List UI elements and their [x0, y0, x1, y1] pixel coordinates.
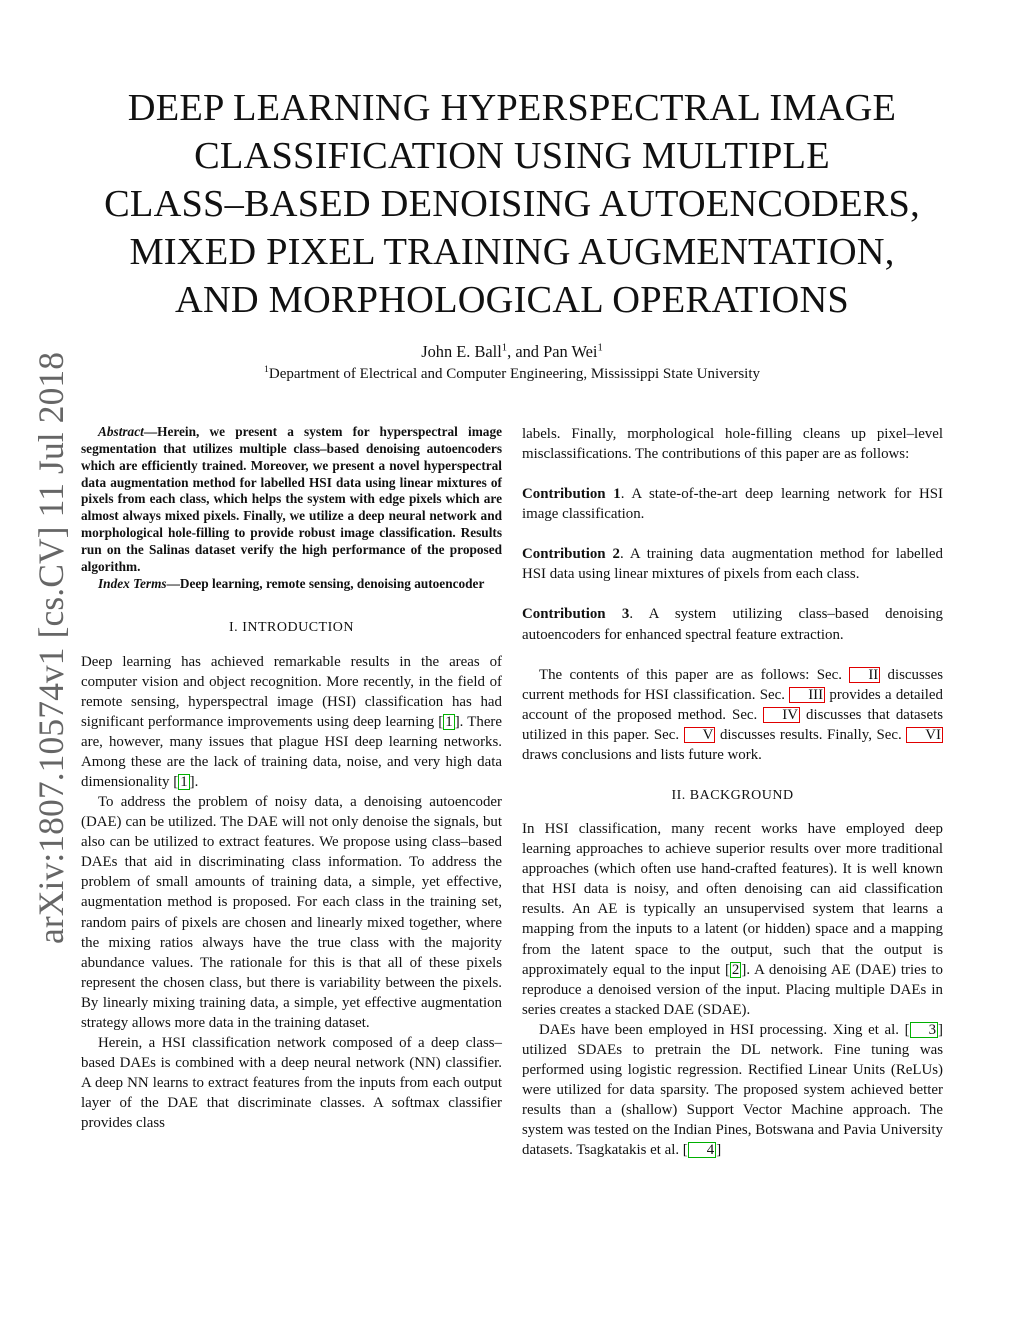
intro-paragraph-continued: labels. Finally, morphological hole-filling cleans up pixel–level misclassifications. The contributions of this paper are as follows: — [522, 426, 943, 463]
paragraph-text: The contents of this paper are as follows: Sec. — [539, 666, 850, 683]
background-paragraph — [522, 1020, 943, 1161]
arxiv-identifier: arXiv:1807.10574v1 [cs.CV] 11 Jul 2018 — [31, 351, 71, 944]
intro-paragraph — [81, 652, 502, 793]
contribution-label: Contribution 1 — [522, 486, 621, 503]
contribution-text: . A training data augmentation method for labelled HSI data using linear mixtures of pixels from each class. — [522, 546, 943, 583]
section-number: I. — [229, 620, 243, 636]
paragraph-text: discusses that datasets utilized in this paper. Sec. — [522, 706, 944, 743]
title-line: CLASSIFICATION USING MULTIPLE — [194, 135, 830, 177]
section-rest: NTRODUCTION — [247, 620, 354, 636]
paragraph-text: DAEs have been employed in HSI processing. Xing et al. [ — [539, 1021, 910, 1038]
index-terms-text: Deep learning, remote sensing, denoising autoencoder — [179, 575, 485, 591]
affiliation-mark: 1 — [263, 364, 269, 376]
paragraph-text: Deep learning has achieved remarkable results in the areas of computer vision and object recognition. More recently, in the field of remote sensing, hyperspectral image (HSI) classification has had significant performance improvements using deep learning [ — [81, 653, 502, 730]
paragraph-text: ] — [716, 1142, 722, 1159]
section-initial: I — [242, 620, 248, 636]
affiliation-text: Department of Electrical and Computer Engineering, Mississippi State University — [268, 366, 760, 382]
abstract-text: Herein, we present a system for hyperspectral image segmentation that utilizes multiple class–based denoising autoencoders which are efficiently trained. Moreover, we present a novel hyperspectral data augmentation method for labelled HSI data using linear mixtures of pixels from each class, which helps the system with edge pixels which are almost always mixed pixels. Finally, we utilize a deep neural network and morphological hole-filling to provide robust image classification. Results run on the Salinas dataset verify the high performance of the proposed algorithm. — [81, 424, 502, 574]
author-name: John E. Ball — [421, 342, 502, 361]
index-terms-dash: — — [166, 575, 180, 591]
section-heading-background — [522, 786, 943, 806]
contribution-text: . A system utilizing class–based denoising autoencoders for enhanced spectral feature extraction. — [522, 606, 943, 643]
contribution-label: Contribution 2 — [522, 546, 620, 563]
citation-link[interactable]: 4 — [688, 1142, 716, 1158]
section-initial: B — [689, 788, 700, 804]
contribution-item — [522, 484, 943, 524]
contribution-item — [522, 544, 943, 584]
citation-link[interactable]: 2 — [731, 961, 740, 978]
author-list — [0, 341, 1024, 363]
author-separator: , and — [507, 342, 544, 361]
right-column — [522, 424, 943, 1160]
contribution-item — [522, 604, 943, 644]
paragraph-text: In HSI classification, many recent works have employed deep learning approaches to achieve superior results over more traditional approaches (which often use hand-crafted features). It is well known that HSI data is noisy, and often denoising can aid classification results. An AE is typically an unsupervised system that learns a mapping from the inputs to a latent (or hidden) space and a mapping from the latent space to the output, such that the output is approximately equal to the input [ — [522, 821, 943, 978]
affiliation-mark: 1 — [597, 342, 603, 354]
paragraph-text: ]. There are, however, many issues that plague HSI deep learning networks. Among these are the lack of training data, noise, and very high data dimensionality [ — [81, 713, 502, 790]
title-line: AND MORPHOLOGICAL OPERATIONS — [175, 279, 849, 321]
title-line: CLASS–BASED DENOISING AUTOENCODERS, — [104, 183, 920, 225]
title-line: DEEP LEARNING HYPERSPECTRAL IMAGE — [127, 87, 897, 129]
section-number: II. — [671, 788, 690, 804]
abstract — [81, 424, 502, 576]
section-heading-introduction — [81, 618, 502, 638]
outline-paragraph — [522, 665, 943, 765]
index-terms — [81, 576, 502, 593]
paragraph-text: ] utilized SDAEs to pretrain the DL network. Fine tuning was performed using logistic regression. Rectified Linear Units (ReLUs) were utilized for data sparsity. The proposed system achieved better results than a (shallow) Support Vector Machine approach. The system was tested on the Indian Pines, Botswana and Pavia University datasets. Tsagkatakis et al. [ — [522, 1021, 943, 1159]
citation-link[interactable]: 3 — [910, 1022, 938, 1038]
affiliation — [0, 364, 1024, 384]
title-line: MIXED PIXEL TRAINING AUGMENTATION, — [129, 231, 895, 273]
paragraph-text: ]. A denoising AE (DAE) tries to reproduce a denoised version of the input. Placing multiple DAEs in series creates a stacked DAE (SDAE). — [522, 961, 943, 1018]
paragraph-text: ]. — [189, 773, 199, 790]
section-link[interactable]: VI — [906, 727, 943, 743]
intro-paragraph: Herein, a HSI classification network composed of a deep class–based DAEs is combined with a deep neural network (NN) classifier. A deep NN learns to extract features from the inputs from each output layer of the DAE that discriminate classes. A softmax classifier provides class — [81, 1035, 502, 1132]
paragraph-text: discusses results. Finally, Sec. — [715, 726, 907, 743]
background-paragraph — [522, 819, 943, 1020]
abstract-dash: — — [143, 424, 158, 439]
citation-link[interactable]: 1 — [445, 713, 453, 730]
paper-title — [70, 84, 954, 324]
left-column — [81, 424, 502, 1133]
contribution-label: Contribution 3 — [522, 606, 630, 623]
affiliation-mark: 1 — [501, 342, 508, 354]
citation-link[interactable]: 1 — [180, 773, 188, 790]
paragraph-text: discusses current methods for HSI classification. Sec. — [522, 666, 943, 703]
section-link[interactable]: II — [849, 667, 880, 683]
intro-paragraph: To address the problem of noisy data, a denoising autoencoder (DAE) can be utilized. The DAE will not only denoise the signals, but also can be utilized to extract features. We propose using class–based DAEs that aid in discriminating class information. To address the problem of small amounts of training data, a simple, yet effective, augmentation method is proposed. For each class in the training set, random pairs of pixels are chosen and linearly mixed together, where the mixing ratios always have the true class with the majority abundance values. The rationale for this is that all of these pixels represent the chosen class, but there is variability between the pixels. By linearly mixing training data, a simple, yet effective augmentation strategy allows more data in the training dataset. — [81, 794, 502, 1031]
section-link[interactable]: IV — [763, 707, 800, 723]
section-link[interactable]: V — [684, 727, 716, 743]
index-terms-label: Index Terms — [98, 575, 167, 591]
author-name: Pan Wei — [543, 342, 598, 361]
section-rest: ACKGROUND — [699, 788, 794, 804]
section-link[interactable]: III — [789, 687, 825, 703]
paragraph-text: provides a detailed account of the proposed method. Sec. — [522, 686, 943, 723]
abstract-label: Abstract — [98, 424, 144, 439]
contribution-text: . A state-of-the-art deep learning network for HSI image classification. — [522, 486, 943, 523]
paragraph-text: draws conclusions and lists future work. — [522, 746, 762, 763]
